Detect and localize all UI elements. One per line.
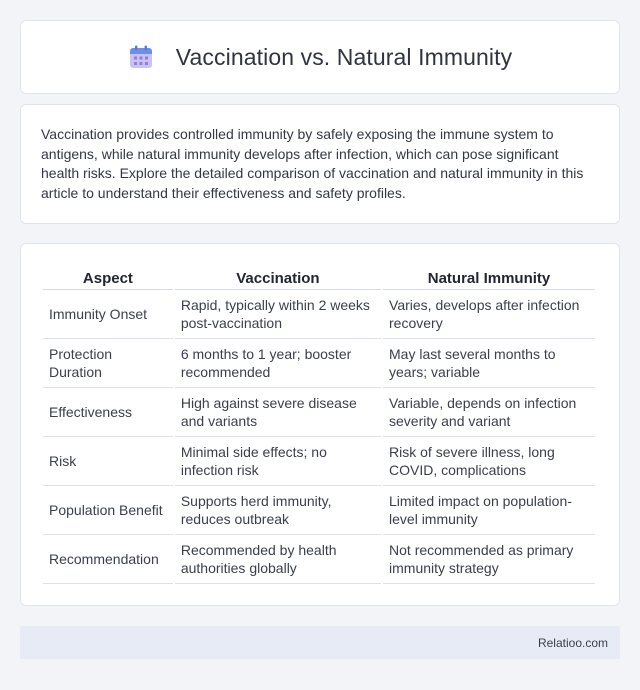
cell-natural: May last several months to years; variable <box>383 339 595 388</box>
comparison-table <box>41 264 597 584</box>
header-natural-immunity: Natural Immunity <box>383 264 595 290</box>
table-row <box>43 388 595 437</box>
cell-aspect: Recommendation <box>43 535 173 584</box>
cell-natural: Risk of severe illness, long COVID, complications <box>383 437 595 486</box>
cell-natural: Varies, develops after infection recovery <box>383 290 595 339</box>
cell-natural: Variable, depends on infection severity and variant <box>383 388 595 437</box>
cell-aspect: Risk <box>43 437 173 486</box>
calendar-icon <box>128 44 154 70</box>
cell-aspect: Protection Duration <box>43 339 173 388</box>
cell-vaccination: High against severe disease and variants <box>175 388 381 437</box>
footer-brand[interactable]: Relatioo.com <box>537 635 608 650</box>
table-row <box>43 486 595 535</box>
title-card <box>20 20 620 94</box>
cell-natural: Limited impact on population-level immunity <box>383 486 595 535</box>
table-header-row <box>43 264 595 290</box>
cell-natural: Not recommended as primary immunity strategy <box>383 535 595 584</box>
table-row <box>43 339 595 388</box>
cell-vaccination: Rapid, typically within 2 weeks post-vaccination <box>175 290 381 339</box>
cell-vaccination: Recommended by health authorities globally <box>175 535 381 584</box>
footer <box>20 626 620 659</box>
cell-aspect: Effectiveness <box>43 388 173 437</box>
header-aspect: Aspect <box>43 264 173 290</box>
cell-vaccination: Supports herd immunity, reduces outbreak <box>175 486 381 535</box>
table-row <box>43 290 595 339</box>
page-title: Vaccination vs. Natural Immunity <box>175 43 513 70</box>
table-row <box>43 535 595 584</box>
comparison-card <box>20 243 620 606</box>
intro-paragraph: Vaccination provides controlled immunity by safely exposing the immune system to antigens, while natural immunity develops after infection, which can pose significant health risks. Explore the detailed comparison of vaccination and natural immunity in this article to understand their effectiveness and safety profiles. <box>41 126 584 201</box>
cell-aspect: Immunity Onset <box>43 290 173 339</box>
cell-aspect: Population Benefit <box>43 486 173 535</box>
intro-card <box>20 104 620 224</box>
cell-vaccination: 6 months to 1 year; booster recommended <box>175 339 381 388</box>
title-row <box>128 44 512 71</box>
header-vaccination: Vaccination <box>175 264 381 290</box>
cell-vaccination: Minimal side effects; no infection risk <box>175 437 381 486</box>
table-row <box>43 437 595 486</box>
